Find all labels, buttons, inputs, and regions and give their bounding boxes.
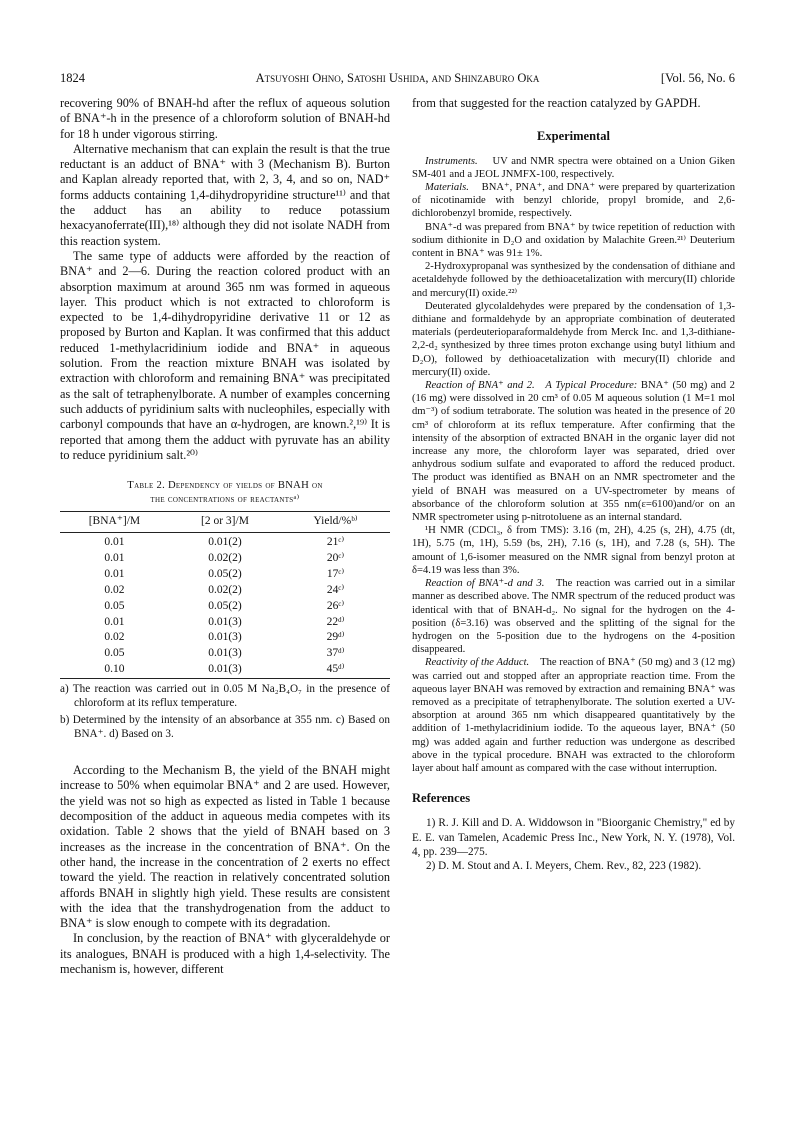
table-cell: 22ᵈ⁾ (326, 615, 345, 628)
table-cell: 0.01 (104, 567, 125, 580)
table-header-cell: Yield/%ᵇ⁾ (313, 515, 358, 528)
table-caption (60, 479, 390, 507)
table-note: a) The reaction was carried out in 0.05 M Na₂B₄O₇ in the presence of chloroform at its reflux temperature. (60, 683, 390, 710)
table-row (60, 567, 390, 583)
table-row (60, 615, 390, 631)
table-row (60, 599, 390, 615)
table-header-cell: [BNA⁺]/M (88, 515, 141, 528)
paragraph: recovering 90% of BNAH-hd after the reflux of aqueous solution of BNA⁺-h in the presence of a chloroform solution of BNAH-hd for 18 h under vigorous stirring. (60, 96, 390, 141)
table-header-row (60, 512, 390, 533)
table-row (60, 630, 390, 646)
table-cell: 0.01(3) (208, 663, 242, 676)
run-in-label: A Typical Procedure: (545, 380, 638, 392)
table-cell: 26ᶜ⁾ (326, 599, 345, 612)
left-column (60, 96, 390, 977)
paragraph: from that suggested for the reaction catalyzed by GAPDH. (412, 96, 701, 110)
table-cell: 0.05(2) (208, 567, 242, 580)
yield-table (60, 511, 390, 679)
paragraph: Alternative mechanism that can explain the result is that the true reductant is an adduct of BNA⁺ with 3 (Mechanism B). Burton and Kaplan already reported that, with 2, 3, 4, and so on, NAD⁺ forms adducts containing 1,4-dihydropyridine structure¹¹⁾ and that the adduct has an ability to reduce potassium hexacyanoferrate(III),¹⁸⁾ although they did not isolate NADH from this reaction system. (60, 141, 390, 248)
table-cell: 0.02(2) (208, 583, 242, 596)
table-cell: 21ᶜ⁾ (326, 536, 345, 549)
paragraph: BNA⁺-d was prepared from BNA⁺ by twice repetition of reduction with sodium dithionite in D₂O and oxidation by Malachite Green.²¹⁾ Deuterium content in BNA⁺ was 91± 1%. (412, 221, 735, 260)
table-cell: 0.05(2) (208, 599, 242, 612)
table-cell: 37ᵈ⁾ (326, 647, 345, 660)
table-cell: 0.10 (104, 663, 125, 676)
running-authors: Atsuyoshi Ohno, Satoshi Ushida, and Shinzaburo Oka (255, 71, 540, 85)
run-in-label: Reactivity of the Adduct. (425, 657, 530, 669)
section-heading: Experimental (537, 129, 610, 144)
table-cell: 29ᵈ⁾ (326, 631, 345, 644)
table-row (60, 662, 390, 678)
paragraph: According to the Mechanism B, the yield of the BNAH might increase to 50% when equimolar BNA⁺ and 2 are used. However, the yield was not so high as expected as listed in Table 1 because decomposition of the adduct in aqueous media competes with its oxidation. Table 2 shows that the yield of BNAH based on 3 increases as the increase in the concentration of BNA⁺. On the other hand, the increase in the concentration of 2 exerts no effect toward the yield. The reaction in relatively concentrated solution affords BNAH in slightly high yield. These results are consistent with the idea that the transhydrogenation from the adduct to BNA⁺ is slow enough to compete with its degradation. (60, 763, 390, 931)
references-heading: References (412, 791, 471, 806)
run-in-label: Reaction of BNA⁺-d and 3. (425, 578, 545, 590)
table-row (60, 533, 390, 551)
run-in-label: Reaction of BNA⁺ and 2. (425, 380, 535, 392)
table-cell: 0.01 (104, 615, 125, 628)
table-cell: 0.01(3) (208, 631, 242, 644)
paragraph: ¹H NMR (CDCl₃, δ from TMS): 3.16 (m, 2H), 4.25 (s, 2H), 4.75 (dt, 1H), 5.75 (m, 1H), 5.59 (bs, 2H), 7.16 (s, 1H), and 7.28 (s, 5H). The amount of 1,6-isomer measured on the NMR signal from benzyl proton at δ=4.19 was less than 3%. (412, 525, 735, 576)
page-number: 1824 (60, 71, 85, 85)
table-row (60, 583, 390, 599)
table-cell: 45ᵈ⁾ (326, 663, 345, 676)
table-cell: 20ᶜ⁾ (326, 551, 345, 564)
table-cell: 0.01(2) (208, 536, 242, 549)
paragraph-text: BNA⁺, PNA⁺, and DNA⁺ were prepared by quarterization of nicotinamide with benzyl chloride, propyl bromide, and 2,6-dichlorobenzyl bromide, respectively. (412, 182, 736, 220)
paragraph-text: BNA⁺ (50 mg) and 2 (16 mg) were dissolved in 20 cm³ of 0.05 M aqueous solution (1 M=1 mol dm⁻³) of sodium tetraborate. The solution was heated in the presence of 20 cm³ of chloroform at its reflux temperature. After confirming that the intensity of the absorption of extracted BNAH in the organic layer did not increase any more, the chloroform layer was separated, dried over anhydrous sodium sulfate and evaporated to afford the reduced product. The product was identified as BNAH on an NMR spectrometer and the yield of BNAH was measured on a UV-spectrometer by means of absorbance of the chloroform solution at 355 nm(ε=6100)and/or on an NMR spectrometer using p-nitrotoluene as an internal standard. (412, 380, 735, 524)
table-cell: 0.02 (104, 631, 125, 644)
table-note: b) Determined by the intensity of an absorbance at 355 nm. c) Based on BNA⁺. d) Based on 3. (60, 714, 390, 741)
table-caption-line: the concentrations of reactantsᵃ⁾ (150, 494, 300, 506)
paragraph (412, 181, 735, 221)
paragraph: The same type of adducts were afforded by the reaction of BNA⁺ and 2—6. During the reaction colored product with an absorption maximum at around 365 nm was formed in aqueous layer. This product which is not extracted to chloroform is expected to be 1,4-dihydropyridine derivative 11 or 12 as proposed by Burton and Kaplan. It was confirmed that this adduct reduced 1-methylacridinium iodide and BNA⁺ in aqueous solution. From the reaction mixture BNAH was isolated by extraction with chloroform and remaining BNA⁺ was precipitated as the salt of tetraphenylborate. A number of examples concerning such adducts of pyridinium salts with nucleophiles, especially with carbonyl compounds that have an α-hydrogen, are known.²,¹⁹⁾ It is reported that among them the adduct with pyruvate has an ability to reduce pyridinium salt.²⁰⁾ (60, 248, 390, 462)
table-cell: 0.01(3) (208, 647, 242, 660)
paragraph-text: UV and NMR spectra were obtained on a Union Giken SM-401 and a JEOL JNMFX-100, respectively. (412, 155, 735, 180)
right-column (412, 96, 735, 873)
paragraph (412, 656, 735, 775)
run-in-label: Materials. (425, 182, 469, 193)
table-cell: 0.01(3) (208, 615, 242, 628)
paragraph-text: The reaction was carried out in a similar manner as described above. The NMR spectrum of the reduced product was identical with that of BNAH-d₂. No signal for the hydrogen on the 4-position (δ=3.16) was observed and the splitting of the signal for the hydrogen on the 5-position due to the hydrogens on the 4-position disappeared. (412, 578, 736, 656)
table-cell: 0.01 (104, 536, 125, 549)
table-cell: 0.02(2) (208, 551, 242, 564)
running-header (60, 71, 735, 89)
table-cell: 0.05 (104, 599, 125, 612)
table-cell: 17ᶜ⁾ (326, 567, 345, 580)
paragraph (412, 379, 735, 524)
table-header-cell: [2 or 3]/M (201, 515, 249, 528)
reference-item: 1) R. J. Kill and D. A. Widdowson in "Bioorganic Chemistry," ed by E. E. van Tamelen, Academic Press Inc., New York, N. Y. (1978), Vol. 4, pp. 239—275. (412, 817, 735, 858)
run-in-label: Instruments. (425, 155, 478, 167)
references-list (412, 816, 735, 873)
table-caption-line: Table 2. Dependency of yields of BNAH on (127, 480, 323, 492)
reference-item: 2) D. M. Stout and A. I. Meyers, Chem. Rev., 82, 223 (1982). (426, 860, 702, 873)
paragraph (412, 155, 735, 181)
table-cell: 24ᶜ⁾ (326, 583, 345, 596)
paragraph: In conclusion, by the reaction of BNA⁺ with glyceraldehyde or its analogues, BNAH is produced with a high 1,4-selectivity. The mechanism is, however, different (60, 931, 390, 977)
paragraph: 2-Hydroxypropanal was synthesized by the condensation of dithiane and acetaldehyde followed by the dethioacetalization with mercury(II) chloride and mercury(II) oxide.²²⁾ (412, 261, 735, 299)
paragraph-text: The reaction of BNA⁺ (50 mg) and 3 (12 mg) was carried out and stopped after an appropriate reaction time. From the aqueous layer BNAH was removed by extraction and remaining BNA⁺ was removed as a precipitate of tetraphenylborate. The solution exerted a UV-absorption at around 365 nm which disappeared quantitatively by the addition of 1-methylacridinium iodide. To the aqueous layer, BNA⁺ (50 mg) was added again and further reduction was undergone as described above in the typical procedure. BNAH was extracted to the chloroform layer about half amount as compared with the case without interruption. (412, 657, 735, 774)
volume-label: [Vol. 56, No. 6 (660, 71, 735, 85)
table-cell: 0.01 (104, 551, 125, 564)
table-row (60, 646, 390, 662)
paragraph: Deuterated glycolaldehydes were prepared by the condensation of 1,3-dithiane and formaldehyde by an appropriate combination of deuterated materials (perdeuterioparaformaldehyde from Merck Inc. and 1,3-dithiane-2,2-d₂ synthesized by three times proton exchange using butyl lithium and D₂O), followed by dethioacetalization with mecury(II) chloride and mercury(II) oxide. (412, 300, 735, 378)
table-cell: 0.02 (104, 583, 125, 596)
table-cell: 0.05 (104, 647, 125, 660)
table-row (60, 551, 390, 567)
paragraph (412, 577, 735, 656)
